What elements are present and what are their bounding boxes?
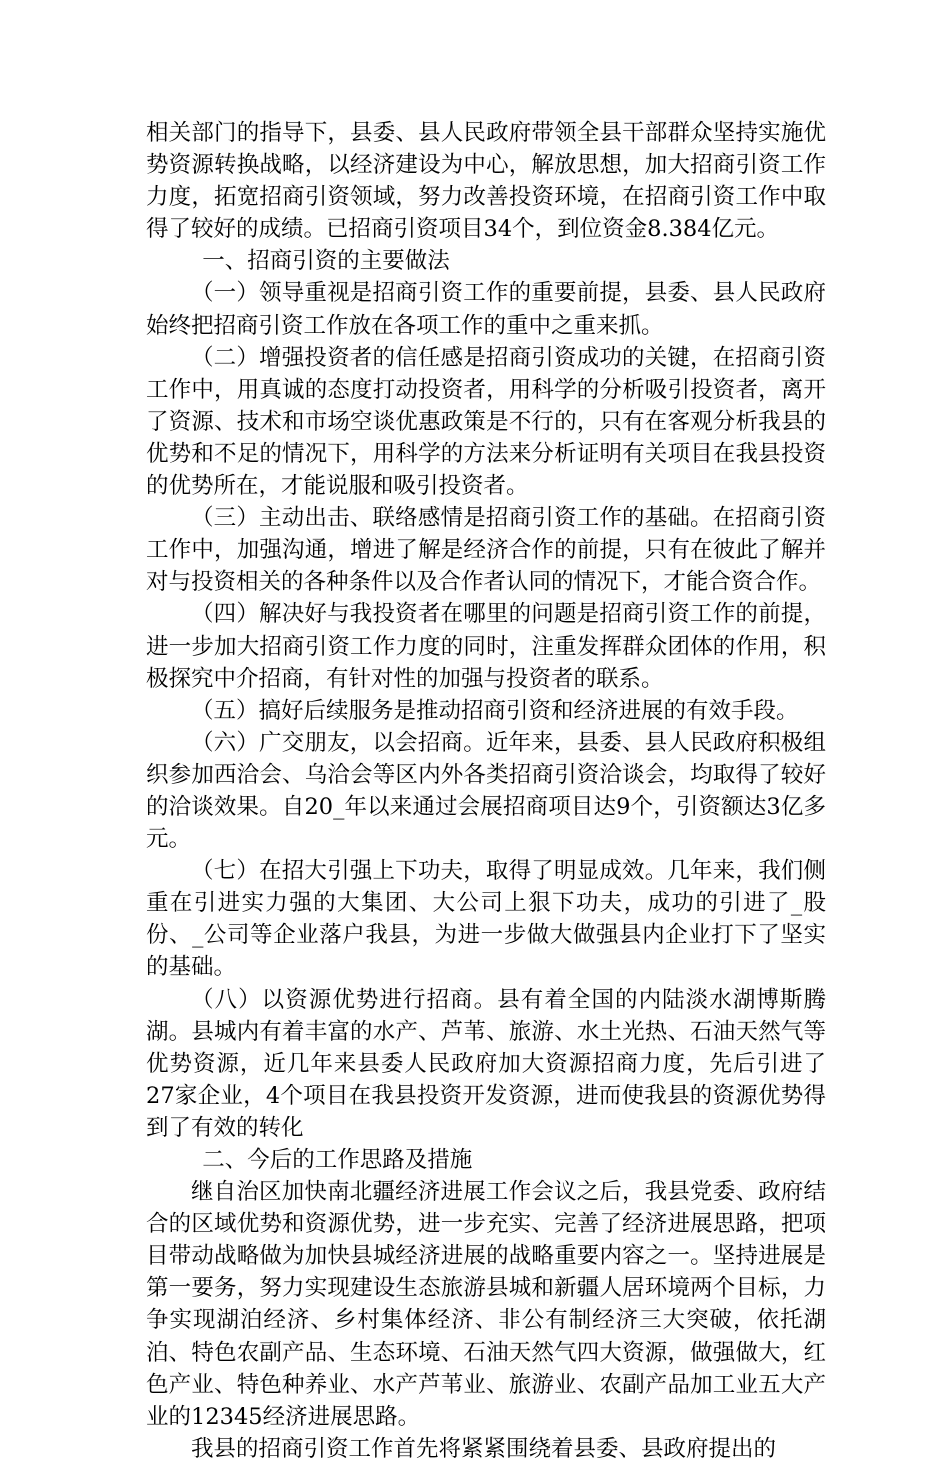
section-heading-1: 一、招商引资的主要做法: [202, 248, 450, 275]
section-heading-2: 二、今后的工作思路及措施: [202, 1147, 473, 1173]
item-paragraph-7: （七）在招大引强上下功夫，取得了明显成效。几年来，我们侧重在引进实力强的大集团、大公司上狠下功夫，成功的引进了_股份、_公司等企业落户我县，为进一步做大做强县内企业打下了坚实的基础。: [146, 858, 826, 981]
body-paragraph-final: 我县的招商引资工作首先将紧紧围绕着县委、县政府提出的: [191, 1435, 777, 1462]
item-paragraph-2: （二）增强投资者的信任感是招商引资成功的关键，在招商引资工作中，用真诚的态度打动投资者，用科学的分析吸引投资者，离开了资源、技术和市场空谈优惠政策是不行的，只有在客观分析我县的优势和不足的情况下，用科学的方法来分析证明有关项目在我县投资的优势所在，才能说服和吸引投资者。: [146, 344, 826, 500]
document-page: [146, 117, 826, 1465]
item-paragraph-5: （五）搞好后续服务是推动招商引资和经济进展的有效手段。: [191, 697, 799, 724]
item-paragraph-1: （一）领导重视是招商引资工作的重要前提，县委、县人民政府始终把招商引资工作放在各项工作的重中之重来抓。: [146, 280, 826, 339]
item-paragraph-6: （六）广交朋友，以会招商。近年来，县委、县人民政府积极组织参加西洽会、乌洽会等区内外各类招商引资洽谈会，均取得了较好的洽谈效果。自20_年以来通过会展招商项目达9个，引资额达3亿多元。: [146, 729, 826, 853]
item-paragraph-3: （三）主动出击、联络感情是招商引资工作的基础。在招商引资工作中，加强沟通，增进了解是经济合作的前提，只有在彼此了解并对与投资相关的各种条件以及合作者认同的情况下，才能合资合作。: [146, 505, 826, 596]
item-paragraph-4: （四）解决好与我投资者在哪里的问题是招商引资工作的前提，进一步加大招商引资工作力度的同时，注重发挥群众团体的作用，积极探究中介招商，有针对性的加强与投资者的联系。: [146, 601, 826, 692]
item-paragraph-8: （八）以资源优势进行招商。县有着全国的内陆淡水湖博斯腾湖。县城内有着丰富的水产、芦苇、旅游、水土光热、石油天然气等优势资源，近几年来县委人民政府加大资源招商力度，先后引进了27家企业，4个项目在我县投资开发资源，进而使我县的资源优势得到了有效的转化: [146, 986, 826, 1141]
body-paragraph: 继自治区加快南北疆经济进展工作会议之后，我县党委、政府结合的区域优势和资源优势，进一步充实、完善了经济进展思路，把项目带动战略做为加快县城经济进展的战略重要内容之一。坚持进展是第一要务，努力实现建设生态旅游县城和新疆人居环境两个目标，力争实现湖泊经济、乡村集体经济、非公有制经济三大突破，依托湖泊、特色农副产品、生态环境、石油天然气四大资源，做强做大，红色产业、特色种养业、水产芦苇业、旅游业、农副产品加工业五大产业的12345经济进展思路。: [146, 1179, 826, 1430]
intro-paragraph: 相关部门的指导下，县委、县人民政府带领全县干部群众坚持实施优势资源转换战略，以经济建设为中心，解放思想，加大招商引资工作力度，拓宽招商引资领域，努力改善投资环境，在招商引资工作中取得了较好的成绩。已招商引资项目34个，到位资金8.384亿元。: [146, 120, 826, 243]
